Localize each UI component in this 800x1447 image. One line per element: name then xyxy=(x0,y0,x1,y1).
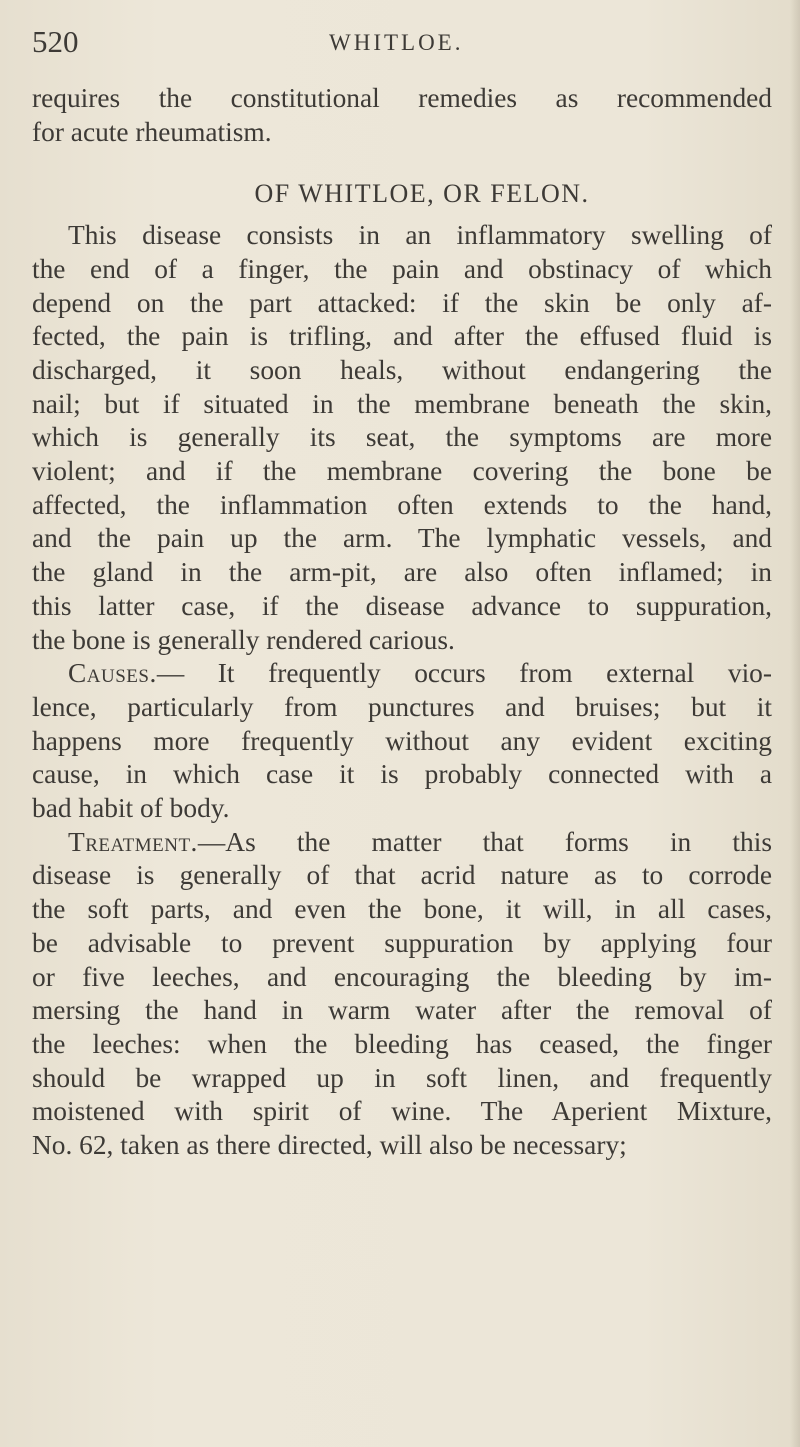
text-line: bad habit of body. xyxy=(32,793,230,824)
text-line: for acute rheumatism. xyxy=(32,116,272,147)
text-line: This disease consists in an inflammatory swelling of xyxy=(68,220,772,251)
text-line: affected, the inflammation often extends to the hand, xyxy=(32,489,772,520)
text-line: No. 62, taken as there directed, will also be necessary; xyxy=(32,1130,627,1161)
text-line: depend on the part attacked: if the skin be only af- xyxy=(32,287,772,318)
causes-paragraph-lead xyxy=(32,657,772,691)
text-line: violent; and if the membrane covering the bone be xyxy=(32,456,772,487)
text-line: cause, in which case it is probably connected with a xyxy=(32,759,772,790)
text-line: mersing the hand in warm water after the removal of xyxy=(32,995,772,1026)
text-line: nail; but if situated in the membrane beneath the skin, xyxy=(32,388,772,419)
text-line: disease is generally of that acrid nature as to corrode xyxy=(32,860,772,891)
text-line: the leeches: when the bleeding has ceased, the finger xyxy=(32,1028,772,1059)
text-line: discharged, it soon heals, without endangering the xyxy=(32,354,772,385)
causes-lead-text: — It frequently occurs from external vio- xyxy=(156,658,772,689)
text-line: should be wrapped up in soft linen, and frequently xyxy=(32,1062,772,1093)
treatment-lead-text: —As the matter that forms in this xyxy=(197,826,772,857)
text-line: the bone is generally rendered carious. xyxy=(32,624,455,655)
text-line: the gland in the arm-pit, are also often inflamed; in xyxy=(32,557,772,588)
page-number: 520 xyxy=(32,24,79,59)
text-line: the end of a finger, the pain and obstinacy of which xyxy=(32,253,772,284)
page-edge-shadow xyxy=(790,0,800,1447)
text-line: this latter case, if the disease advance to suppuration, xyxy=(32,590,772,621)
causes-label: Causes. xyxy=(68,658,157,689)
text-line: and the pain up the arm. The lymphatic vessels, and xyxy=(32,523,772,554)
text-line: or five leeches, and encouraging the bleeding by im- xyxy=(32,961,772,992)
running-head xyxy=(32,24,772,64)
treatment-label: Treatment. xyxy=(68,826,198,857)
body-text xyxy=(32,82,772,1163)
text-line: requires the constitutional remedies as recommended xyxy=(32,83,772,113)
text-line: be advisable to prevent suppuration by applying four xyxy=(32,927,772,958)
text-line: lence, particularly from punctures and bruises; but it xyxy=(32,691,772,722)
section-heading: OF WHITLOE, OR FELON. xyxy=(254,179,590,209)
text-line: the soft parts, and even the bone, it will, in all cases, xyxy=(32,894,772,925)
running-title: WHITLOE. xyxy=(329,30,464,55)
treatment-paragraph-lead xyxy=(32,826,772,860)
text-line: fected, the pain is trifling, and after the effused fluid is xyxy=(32,321,772,352)
text-line: moistened with spirit of wine. The Aperient Mixture, xyxy=(32,1096,772,1127)
text-line: happens more frequently without any evident exciting xyxy=(32,725,772,756)
text-line: which is generally its seat, the symptoms are more xyxy=(32,422,772,453)
